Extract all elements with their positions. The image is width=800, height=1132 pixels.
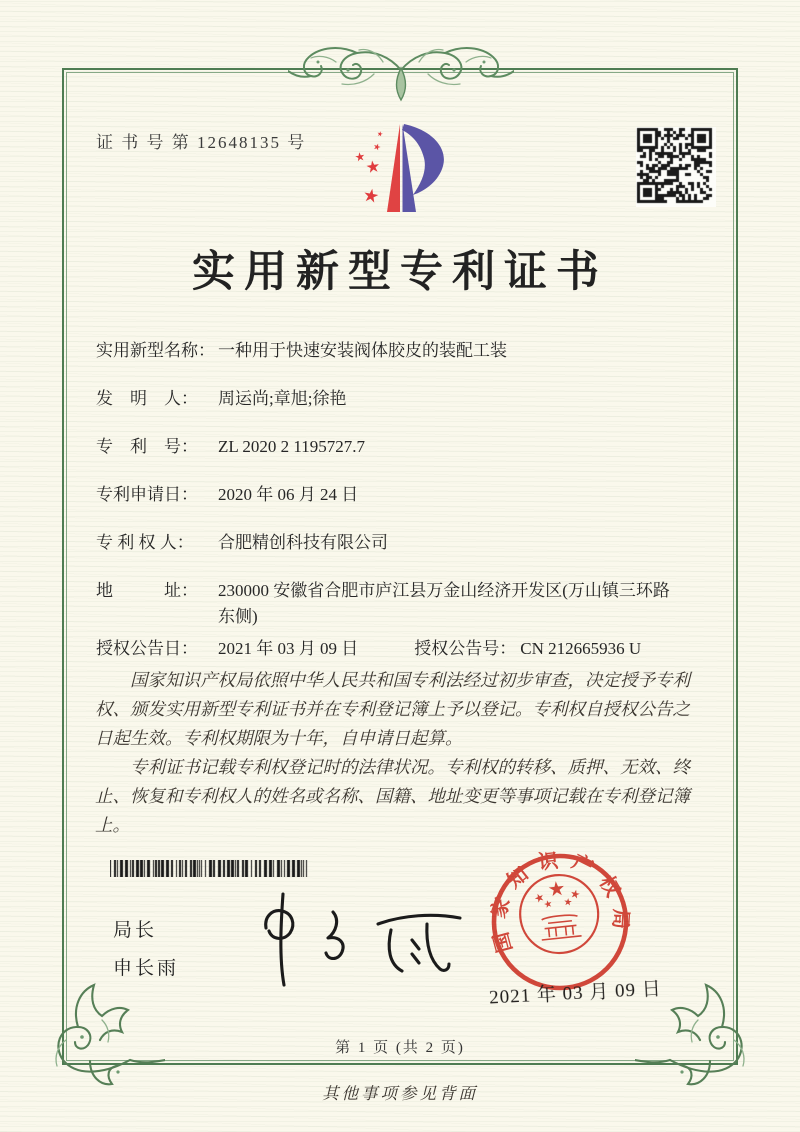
field-label: 地 址： xyxy=(96,581,198,600)
director-title: 局长 xyxy=(113,920,158,941)
field-label: 专 利 号： xyxy=(96,437,198,456)
barcode xyxy=(110,860,310,877)
field-row-grant xyxy=(96,636,708,662)
cnipa-logo xyxy=(330,110,465,238)
director-name: 申长雨 xyxy=(113,958,180,979)
back-note: 其他事项参见背面 xyxy=(322,1084,478,1103)
certificate-title: 实用新型专利证书 xyxy=(192,249,608,296)
grant-date-pair xyxy=(96,636,358,662)
certificate-number: 证 书 号 第 12648135 号 xyxy=(96,133,307,152)
field-value: 合肥精创科技有限公司 xyxy=(218,533,388,552)
field-label: 专 利 权 人： xyxy=(96,533,194,552)
legal-paragraph-2: 专利证书记载专利权登记时的法律状况。专利权的转移、质押、无效、终止、恢复和专利权人的姓名或名称、国籍、地址变更等事项记载在专利登记簿上。 xyxy=(95,757,690,835)
field-label: 实用新型名称： xyxy=(96,341,215,360)
legal-text-block xyxy=(95,666,707,840)
field-value: CN 212665936 U xyxy=(520,639,642,658)
seal-date: 2021 年 03 月 09 日 xyxy=(488,978,663,1009)
page-number: 第 1 页 (共 2 页) xyxy=(335,1040,465,1056)
field-value: 2020 年 06 月 24 日 xyxy=(218,485,359,504)
field-value: 230000 安徽省合肥市庐江县万金山经济开发区(万山镇三环路东侧) xyxy=(218,581,670,626)
fields-block xyxy=(96,338,708,662)
field-row-patentee xyxy=(96,530,708,556)
center-pendant-leaf xyxy=(397,68,406,100)
field-value: 一种用于快速安装阀体胶皮的装配工装 xyxy=(218,341,507,360)
grant-no-pair xyxy=(414,636,641,662)
field-label: 授权公告号： xyxy=(414,639,517,658)
star-icon xyxy=(377,131,383,137)
field-row-filing-date xyxy=(96,482,708,508)
field-row-address xyxy=(96,578,708,630)
national-emblem xyxy=(516,871,602,957)
field-value: 2021 年 03 月 09 日 xyxy=(218,639,359,658)
field-label: 发 明 人： xyxy=(96,389,198,408)
field-row-inventors xyxy=(96,386,708,412)
star-icon xyxy=(363,187,379,203)
star-icon xyxy=(366,160,380,174)
star-icon xyxy=(355,151,365,161)
seal-text: 国家知识产权局 xyxy=(487,849,632,955)
star-icon xyxy=(373,143,382,151)
director-signature xyxy=(228,882,478,997)
field-label: 授权公告日： xyxy=(96,639,198,658)
logo-stars xyxy=(355,131,384,203)
field-value: ZL 2020 2 1195727.7 xyxy=(218,437,366,456)
field-value: 周运尚;章旭;徐艳 xyxy=(218,389,347,408)
logo-red-wedge xyxy=(387,124,400,212)
field-row-name xyxy=(96,338,708,364)
top-ornament xyxy=(288,40,514,112)
legal-paragraph-1: 国家知识产权局依照中华人民共和国专利法经过初步审查，决定授予专利权、颁发实用新型专利证书并在专利登记簿上予以登记。专利权自授权公告之日起生效。专利权期限为十年，自申请日起算。 xyxy=(95,670,690,748)
director-block xyxy=(113,912,179,988)
qr-code xyxy=(636,127,716,207)
field-row-patent-no xyxy=(96,434,708,460)
field-label: 专利申请日： xyxy=(96,485,198,504)
